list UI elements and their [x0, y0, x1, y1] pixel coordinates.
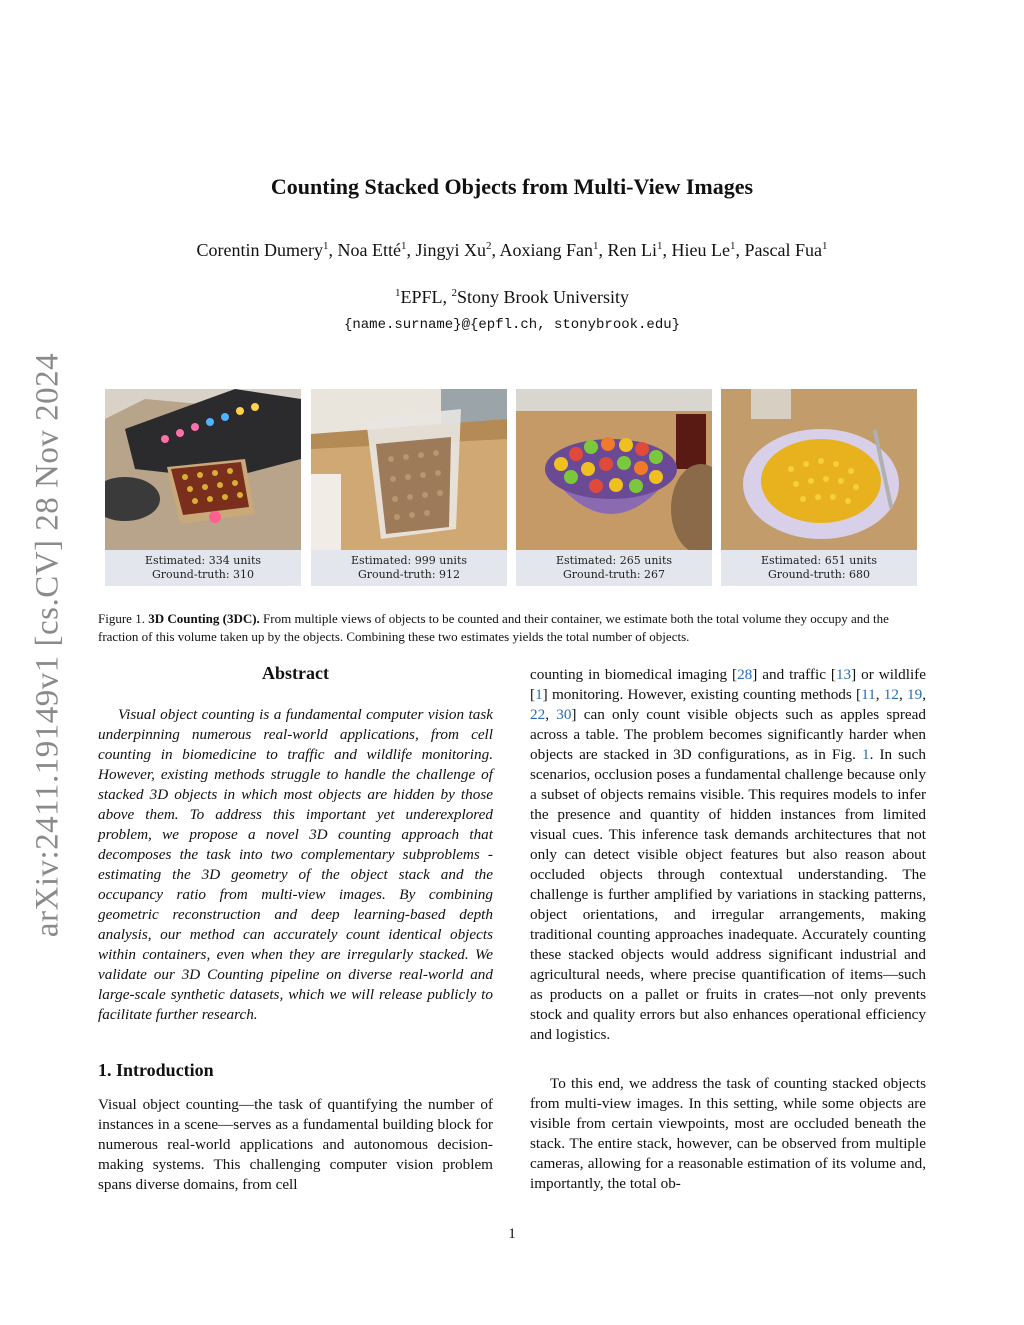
panel-caption	[311, 550, 507, 586]
figure-reference-link[interactable]: 1	[862, 746, 870, 763]
abstract-text: Visual object counting is a fundamental computer vision task underpinning numerous real-world applications, from cell counting in biomedicine to traffic and wildlife monitoring. However, existing methods struggle to handle the challenge of stacked 3D objects in which most objects are hidden by those above them. To address this important yet underexplored problem, we propose a novel 3D counting approach that decomposes the task into two complementary subproblems - estimating the 3D geometry of the object stack and the occupancy ratio from multi-view images. By combining geometric reconstruction and deep learning-based depth analysis, our method can accurately count identical objects within containers, even when they are irregularly stacked. We validate our 3D Counting pipeline on diverse real-world and large-scale synthetic datasets, which we will release publicly to facilitate further research.	[98, 706, 493, 1023]
author-affiliation-mark: 1	[400, 240, 407, 252]
panel-caption	[516, 550, 712, 586]
section-heading-introduction: 1. Introduction	[98, 1060, 214, 1080]
author-affiliation-mark: 2	[486, 240, 492, 252]
arxiv-identifier: arXiv:2411.19149v1 [cs.CV] 28 Nov 2024	[29, 352, 66, 938]
photo-chickpea-bag	[311, 389, 507, 550]
photo-candy-bowl	[516, 389, 712, 550]
figure-panel-2	[311, 389, 507, 586]
citation-link[interactable]: 30	[556, 706, 572, 723]
affiliations: $^1$EPFL, $^2$Stony Brook University	[394, 287, 630, 307]
citation-link[interactable]: 28	[737, 666, 753, 683]
author-affiliation-mark: 1	[323, 240, 329, 252]
panel-caption	[105, 550, 301, 586]
author-email: {name.surname}@{epfl.ch, stonybrook.edu}	[343, 317, 681, 333]
abstract-heading: Abstract	[262, 663, 329, 683]
figure-caption-title: 3D Counting (3DC).	[148, 611, 260, 626]
figure-panel-4	[721, 389, 917, 586]
figure-label: Figure 1.	[98, 611, 145, 626]
citation-link[interactable]: 1	[535, 686, 543, 703]
citation-link[interactable]: 11	[861, 686, 876, 703]
panel-caption	[721, 550, 917, 586]
author-affiliation-mark: 1	[657, 240, 663, 252]
author: Ren Li	[607, 240, 658, 260]
page-number: 1	[508, 1226, 516, 1242]
figure-panel-3	[516, 389, 712, 586]
figure-caption	[98, 610, 926, 646]
citation-link[interactable]: 19	[907, 686, 923, 703]
intro-paragraph-continued: counting in biomedical imaging [28] and traffic [13] or wildlife [1] monitoring. However, existing counting methods [11, 12, 19, 22, 30] can only count visible objects such as apples spread across a table. The problem becomes significantly harder when objects are stacked in 3D configurations, as in Fig. 1. In such scenarios, occlusion poses a fundamental challenge because only a subset of objects remains visible. This requires models to infer the presence and quantity of hidden instances from limited visual cues. This inference task demands architectures that not only can detect visible object features but also reason about occluded objects through contextual understanding. The challenge is further amplified by variations in stacking patterns, object orientations, and irregular arrangements, making traditional counting approaches inadequate. Accurately counting these stacked objects would address significant industrial and agricultural needs, where precise quantification of items—such as products on a pallet or fruits in crates—not only prevents stock and quality errors but also enhances operational efficiency and logistics.	[530, 666, 927, 1043]
author: Aoxiang Fan	[499, 240, 594, 260]
citation-link[interactable]: 12	[883, 686, 899, 703]
estimated-count: Estimated: 999 units	[350, 554, 468, 567]
intro-paragraph: Visual object counting—the task of quantifying the number of instances in a scene—serves as a fundamental building block for numerous real-world applications and autonomous decision-making systems. This challenging computer vision problem spans diverse domains, from cell	[98, 1096, 493, 1193]
citation-link[interactable]: 13	[835, 666, 852, 683]
intro-paragraph: To this end, we address the task of counting stacked objects from multi-view images. In this setting, while some objects are visible from certain viewpoints, most are occluded beneath the stack. The entire stack, however, can be observed from multiple cameras, allowing for a reasonable estimation of its volume and, importantly, the total ob-	[530, 1075, 926, 1192]
estimated-count: Estimated: 265 units	[555, 554, 673, 567]
intro-right-column-paragraph-2	[530, 1074, 926, 1194]
author: Hieu Le	[671, 240, 730, 260]
author-affiliation-mark: 1	[821, 240, 828, 252]
ground-truth-count: Ground-truth: 680	[767, 568, 871, 581]
photo-corn-plate	[721, 389, 917, 550]
ground-truth-count: Ground-truth: 310	[151, 568, 255, 581]
author: Corentin Dumery	[196, 240, 323, 260]
estimated-count: Estimated: 334 units	[144, 554, 262, 567]
abstract-body	[98, 705, 493, 1025]
intro-right-column	[530, 665, 926, 1045]
author: Pascal Fua	[744, 240, 822, 260]
figure-panel-1	[105, 389, 301, 586]
author-affiliation-mark: 1	[593, 240, 599, 252]
author-affiliation-mark: 1	[730, 240, 736, 252]
author: Jingyi Xu	[415, 240, 486, 260]
author: Noa Etté	[337, 240, 401, 260]
paper-title: Counting Stacked Objects from Multi-View Images	[270, 174, 754, 199]
figure-caption-text: From multiple views of objects to be counted and their container, we estimate both the total volume they occupy and the fraction of this volume taken up by the objects. Combining these two estimates yields the total number of objects.	[98, 611, 889, 644]
ground-truth-count: Ground-truth: 267	[562, 568, 666, 581]
ground-truth-count: Ground-truth: 912	[357, 568, 461, 581]
intro-left-column	[98, 1095, 493, 1195]
estimated-count: Estimated: 651 units	[760, 554, 878, 567]
citation-link[interactable]: 22	[530, 706, 546, 723]
arxiv-side-stamp	[28, 350, 68, 940]
figure-1	[105, 389, 917, 586]
photo-beads-tray	[105, 389, 301, 550]
author-list: Corentin Dumery$^1$, Noa Etté$^1$, Jingyi Xu$^2$, Aoxiang Fan$^1$, Ren Li$^1$, Hieu Le$^1$, Pascal Fua$^1$	[196, 240, 828, 260]
